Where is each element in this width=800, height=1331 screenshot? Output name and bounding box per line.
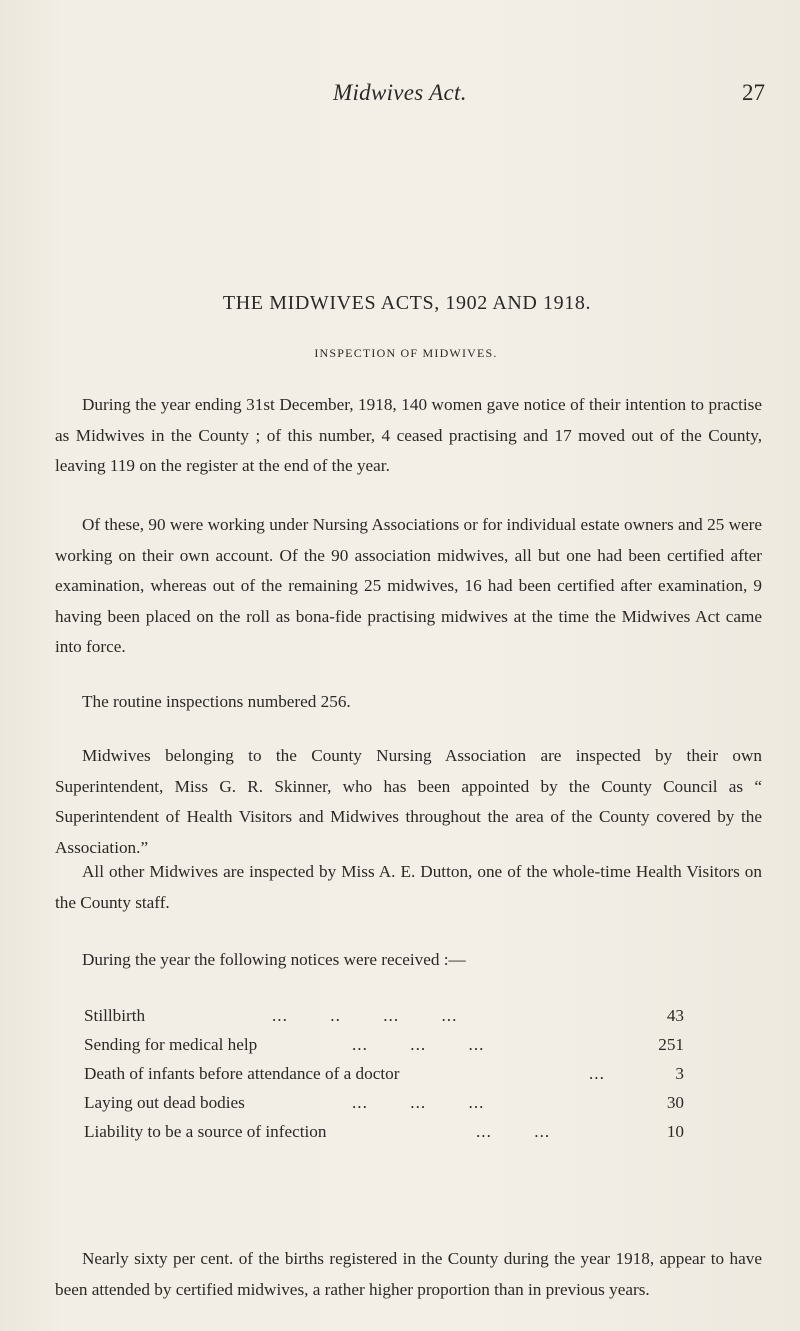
notice-value: 251 [658, 1035, 684, 1054]
leader-dots: ... ... [476, 1122, 551, 1141]
notice-label: Death of infants before attendance of a doctor [84, 1064, 400, 1083]
paragraph-notices-intro [55, 945, 762, 976]
notice-value: 3 [675, 1064, 684, 1083]
notice-row [84, 1059, 684, 1088]
paragraph-text: All other Midwives are inspected by Miss A. E. Dutton, one of the whole-time Health Visitors on the County staff. [55, 862, 762, 912]
paragraph-routine-inspections [55, 687, 762, 718]
paragraph-text: During the year the following notices were received :— [82, 950, 466, 969]
paragraph-closing [55, 1244, 762, 1305]
notice-label: Stillbirth [84, 1006, 146, 1025]
notice-label: Liability to be a source of infection [84, 1122, 327, 1141]
running-header [0, 80, 800, 120]
paragraph-text: During the year ending 31st December, 1918, 140 women gave notice of their intention to practise as Midwives in the County ; of this number, 4 ceased practising and 17 moved out of the County, leaving 119 on the register at the end of the year. [55, 395, 762, 475]
notice-value: 43 [666, 1006, 684, 1025]
paragraph-text: Nearly sixty per cent. of the births registered in the County during the year 1918, appear to have been attended by certified midwives, a rather higher proportion than in previous years. [55, 1249, 762, 1299]
leader-dots: ... ... ... [352, 1093, 485, 1112]
notice-row [84, 1030, 684, 1059]
paragraph-other-midwives [55, 857, 762, 918]
page-number: 27 [742, 80, 765, 105]
notice-row [84, 1088, 684, 1117]
paragraph-text: Midwives belonging to the County Nursing Association are inspected by their own Superintendent, Miss G. R. Skinner, who has been appointed by the County Council as “ Superintendent of Health Visitors and Midwives throughout the area of the County covered by the Association.” [55, 746, 762, 857]
notice-row [84, 1001, 684, 1030]
notice-value: 10 [666, 1122, 684, 1141]
leader-dots: ... [589, 1064, 605, 1083]
notice-row [84, 1117, 684, 1146]
document-title: THE MIDWIVES ACTS, 1902 AND 1918. [222, 292, 592, 314]
paragraph-text: Of these, 90 were working under Nursing Associations or for individual estate owners and 25 were working on their own account. Of the 90 association midwives, all but one had been certified after examination, whereas out of the remaining 25 midwives, 16 had been certified after examination, 9 having been placed on the roll as bona-fide practising midwives at the time the Midwives Act came into force. [55, 515, 762, 656]
paragraph-working-arrangements [55, 510, 762, 663]
paragraph-superintendent [55, 741, 762, 863]
running-title: Midwives Act. [333, 80, 467, 105]
leader-dots: ... .. ... ... [272, 1006, 458, 1025]
notices-list [84, 1001, 684, 1146]
notice-label: Laying out dead bodies [84, 1093, 245, 1112]
paragraph-text: The routine inspections numbered 256. [82, 692, 351, 711]
notice-label: Sending for medical help [84, 1035, 258, 1054]
notice-value: 30 [666, 1093, 684, 1112]
leader-dots: ... ... ... [352, 1035, 485, 1054]
section-subtitle: INSPECTION OF MIDWIVES. [314, 346, 498, 360]
paragraph-notices-of-intention [55, 390, 762, 482]
